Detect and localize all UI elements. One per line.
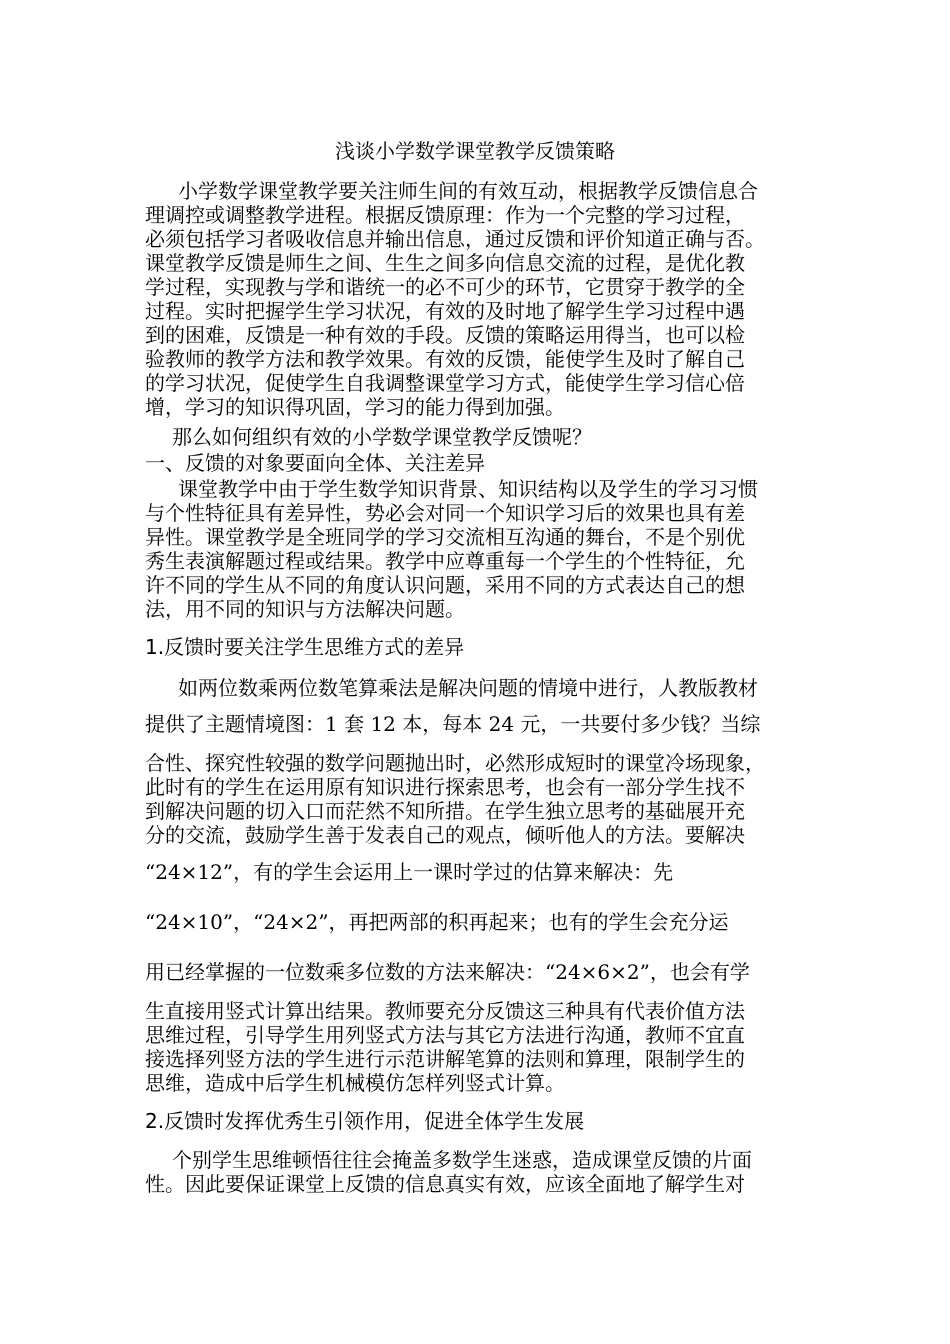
body-line: 思维，造成中后学生机械模仿怎样列竖式计算。 (145, 1071, 565, 1095)
body-line: 提供了主题情境图：1 套 12 本，每本 24 元，一共要付多少钱？当综 (145, 712, 761, 736)
body-line: 如两位数乘两位数笔算乘法是解决问题的情境中进行，人教版教材 (178, 676, 758, 700)
body-line: 性。因此要保证课堂上反馈的信息真实有效，应该全面地了解学生对 (145, 1172, 745, 1196)
body-line: 学过程，实现教与学和谐统一的必不可少的环节，它贯穿于教学的全 (145, 275, 745, 299)
body-line: 到解决问题的切入口而茫然不知所措。在学生独立思考的基础展开充 (145, 799, 745, 823)
body-line: 理调控或调整教学进程。根据反馈原理：作为一个完整的学习过程， (145, 203, 745, 227)
body-line: 思维过程，引导学生用列竖式方法与其它方法进行沟通，教师不宜直 (145, 1023, 745, 1047)
body-line: 许不同的学生从不同的角度认识问题，采用不同的方式表达自己的想 (145, 573, 745, 597)
body-line: 秀生表演解题过程或结果。教学中应尊重每一个学生的个性特征，允 (145, 549, 745, 573)
body-line: 那么如何组织有效的小学数学课堂教学反馈呢？ (172, 425, 592, 449)
body-line: 与个性特征具有差异性，势必会对同一个知识学习后的效果也具有差 (145, 501, 745, 525)
document-title: 浅谈小学数学课堂教学反馈策略 (335, 139, 615, 163)
body-line: 必须包括学习者吸收信息并输出信息，通过反馈和评价知道正确与否。 (145, 227, 765, 251)
body-line: “24×10”，“24×2”，再把两部的积再起来；也有的学生会充分运 (145, 910, 729, 934)
body-line: 用已经掌握的一位数乘多位数的方法来解决：“24×6×2”，也会有学 (145, 960, 750, 984)
body-line: 个别学生思维顿悟往往会掩盖多数学生迷惑，造成课堂反馈的片面 (172, 1148, 752, 1172)
body-line: 接选择列竖方法的学生进行示范讲解笔算的法则和算理，限制学生的 (145, 1047, 745, 1071)
body-line: 过程。实时把握学生学习状况，有效的及时地了解学生学习过程中遇 (145, 299, 745, 323)
body-line: 课堂教学中由于学生数学知识背景、知识结构以及学生的学习习惯 (178, 477, 758, 501)
body-line: 合性、探究性较强的数学问题抛出时，必然形成短时的课堂冷场现象， (145, 751, 765, 775)
body-line: 异性。课堂教学是全班同学的学习交流相互沟通的舞台，不是个别优 (145, 525, 745, 549)
body-line: 验教师的教学方法和教学效果。有效的反馈，能使学生及时了解自己 (145, 347, 745, 371)
body-line: 分的交流，鼓励学生善于发表自己的观点，倾听他人的方法。要解决 (145, 823, 745, 847)
body-line: 的学习状况，促使学生自我调整课堂学习方式，能使学生学习信心倍 (145, 371, 745, 395)
body-line: 课堂教学反馈是师生之间、生生之间多向信息交流的过程，是优化教 (145, 251, 745, 275)
body-line: 生直接用竖式计算出结果。教师要充分反馈这三种具有代表价值方法 (145, 999, 745, 1023)
section-heading: 一、反馈的对象要面向全体、关注差异 (145, 451, 485, 475)
body-line: 增，学习的知识得巩固，学习的能力得到加强。 (145, 395, 565, 419)
body-line: 小学数学课堂教学要关注师生间的有效互动，根据教学反馈信息合 (178, 179, 758, 203)
body-line: “24×12”，有的学生会运用上一课时学过的估算来解决：先 (145, 860, 674, 884)
body-line: 到的困难，反馈是一种有效的手段。反馈的策略运用得当，也可以检 (145, 323, 745, 347)
subsection-heading: 1.反馈时要关注学生思维方式的差异 (145, 635, 465, 659)
body-line: 法，用不同的知识与方法解决问题。 (145, 597, 465, 621)
subsection-heading: 2.反馈时发挥优秀生引领作用，促进全体学生发展 (145, 1109, 585, 1133)
body-line: 此时有的学生在运用原有知识进行探索思考，也会有一部分学生找不 (145, 775, 745, 799)
